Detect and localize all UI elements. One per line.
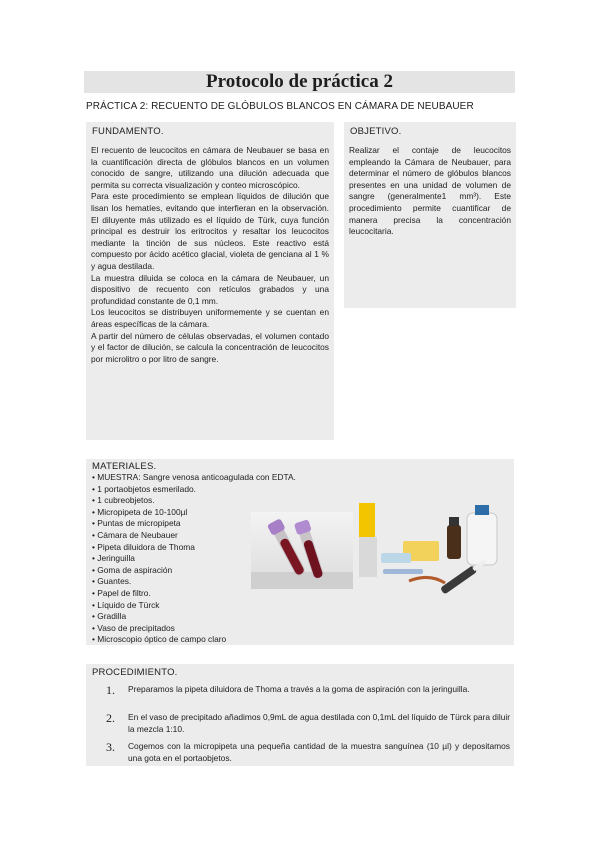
- step-number: 3.: [106, 740, 115, 754]
- fundamento-paragraph: Los leucocitos se distribuyen uniformemente y se cuentan en áreas específicas de la cámara.: [91, 307, 329, 329]
- blood-tubes-photo: [251, 512, 353, 589]
- list-item: • Guantes.: [92, 576, 132, 587]
- step-text: Preparamos la pipeta diluidora de Thoma a través a la goma de aspiración con la jeringuilla.: [128, 684, 470, 694]
- objetivo-heading: OBJETIVO.: [350, 126, 402, 137]
- list-item: • Micropipeta de 10-100µl: [92, 506, 188, 517]
- list-item: [106, 741, 510, 764]
- fundamento-paragraph: Para este procedimiento se emplean líquidos de dilución que lisan los hematíes, evitando que interfieran en la observación. El diluyente más utilizado es el líquido de Türk, cuya función principal es destruir los eritrocitos y resaltar los leucocitos mediante la tinción de sus núcleos. Este reactivo está compuesto por ácido acético glacial, violeta de genciana al 1 % y agua destilada.: [91, 191, 329, 271]
- list-item: • Vaso de precipitados: [92, 622, 175, 633]
- fundamento-paragraph: La muestra diluida se coloca en la cámara de Neubauer, un dispositivo de recuento con retículos grabados y una profundidad constante de 0,1 mm.: [91, 272, 329, 306]
- list-item: • Microscopio óptico de campo claro: [92, 634, 227, 645]
- fundamento-heading: FUNDAMENTO.: [92, 126, 164, 137]
- procedimiento-heading: PROCEDIMIENTO.: [92, 667, 178, 678]
- objetivo-body: [349, 145, 511, 238]
- list-item: [106, 712, 510, 735]
- list-item: • Papel de filtro.: [92, 587, 151, 598]
- lab-materials-photo: [359, 503, 505, 606]
- fundamento-body: [91, 145, 329, 365]
- list-item: • Jeringuilla: [92, 553, 135, 564]
- step-number: 1.: [106, 683, 115, 697]
- list-item: [106, 684, 510, 696]
- list-item: • Gradilla: [92, 611, 127, 622]
- procedimiento-section: [86, 664, 514, 766]
- fundamento-section: [86, 122, 334, 440]
- practice-subtitle: PRÁCTICA 2: RECUENTO DE GLÓBULOS BLANCOS EN CÁMARA DE NEUBAUER: [86, 101, 474, 112]
- list-item: • Líquido de Türck: [92, 599, 160, 610]
- materiales-heading: MATERIALES.: [92, 461, 157, 472]
- list-item: • 1 portaobjetos esmerilado.: [92, 483, 196, 494]
- page-title: Protocolo de práctica 2: [84, 71, 515, 93]
- step-text: En el vaso de precipitado añadimos 0,9mL de agua destilada con 0,1mL del líquido de Türck para diluir la mezcla 1:10.: [128, 712, 510, 734]
- fundamento-paragraph: A partir del número de células observadas, el volumen contado y el factor de dilución, se calcula la concentración de leucocitos por microlitro o por litro de sangre.: [91, 330, 329, 364]
- objetivo-text: Realizar el contaje de leucocitos empleando la Cámara de Neubauer, para determinar el número de glóbulos blancos presentes en una unidad de volumen de sangre (generalmente1 mm³). Este procedimiento permite cuantificar de manera precisa la concentración leucocitaria.: [349, 145, 511, 237]
- list-item: • MUESTRA: Sangre venosa anticoagulada con EDTA.: [92, 472, 296, 482]
- list-item: • Goma de aspiración: [92, 564, 173, 575]
- list-item: • Cámara de Neubauer: [92, 529, 178, 540]
- objetivo-section: [344, 122, 516, 308]
- step-number: 2.: [106, 711, 115, 725]
- list-item: • 1 cubreobjetos.: [92, 495, 155, 506]
- step-text: Cogemos con la micropipeta una pequeña cantidad de la muestra sanguínea (10 µl) y depositamos una gota en el portaobjetos.: [128, 741, 510, 763]
- list-item: • Pipeta diluidora de Thoma: [92, 541, 195, 552]
- list-item: • Puntas de micropipeta: [92, 518, 181, 529]
- fundamento-paragraph: El recuento de leucocitos en cámara de Neubauer se basa en la cuantificación directa de glóbulos blancos en un volumen conocido de sangre, utilizando una dilución adecuada que permita su correcta visualización y conteo microscópico.: [91, 145, 329, 190]
